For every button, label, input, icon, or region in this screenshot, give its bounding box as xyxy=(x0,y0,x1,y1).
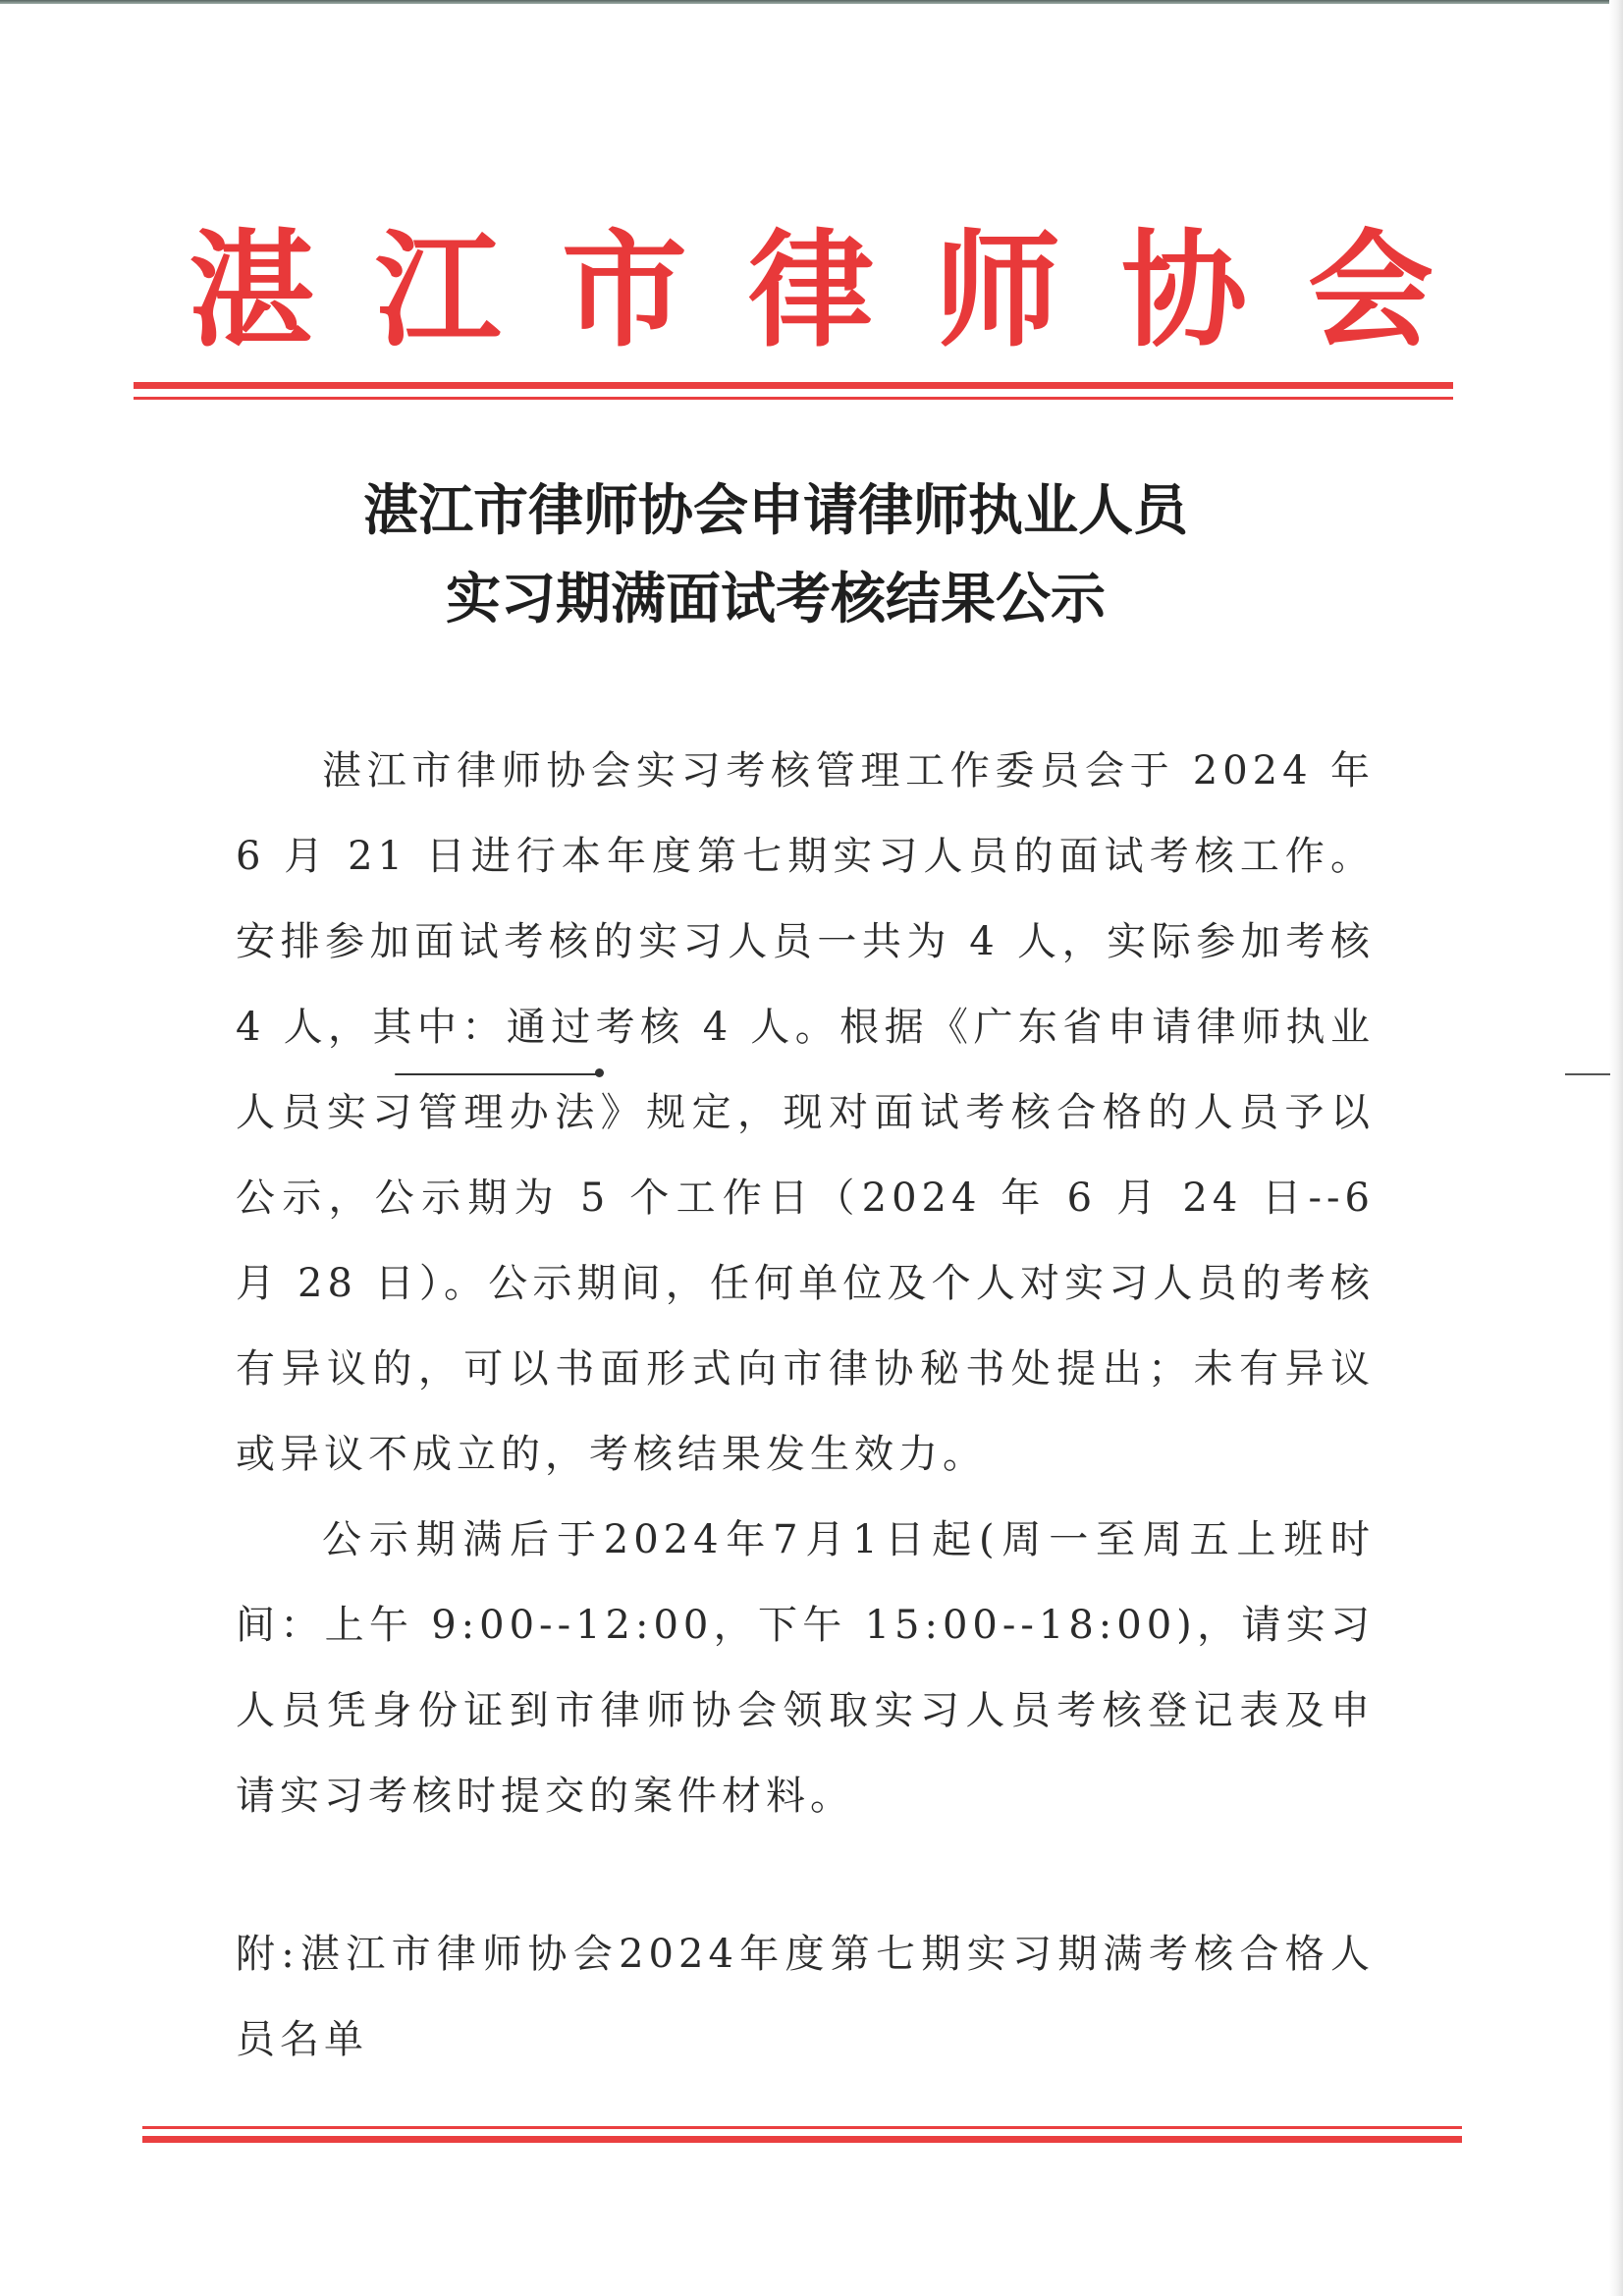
header-red-rule-thick xyxy=(134,382,1453,389)
handwritten-pen-dot xyxy=(595,1068,604,1077)
footer-red-rule-thick xyxy=(142,2136,1462,2143)
letterhead-title: 湛江市律师协会 xyxy=(189,218,1495,364)
scan-side-mark xyxy=(1565,1073,1610,1075)
notice-paragraph-2: 公示期满后于2024年7月1日起(周一至周五上班时间：上午 9:00--12:00，下午 15:00--18:00)，请实习人员凭身份证到市律师协会领取实习人员考核登记表及申请实习考核时提交的案件材料。 xyxy=(236,1517,1375,1819)
attachment-note: 附:湛江市律师协会2024年度第七期实习期满考核合格人员名单 xyxy=(236,1932,1375,2062)
footer-red-rule-thin xyxy=(142,2126,1462,2129)
document-title-line-1: 湛江市律师协会申请律师执业人员 xyxy=(363,479,1188,543)
scan-top-edge xyxy=(0,0,1623,4)
notice-body xyxy=(236,729,1375,1839)
scan-right-edge xyxy=(1609,0,1623,2296)
header-red-rule-thin xyxy=(134,397,1453,400)
document-title-line-2: 实习期满面试考核结果公示 xyxy=(446,568,1106,631)
handwritten-pen-stroke xyxy=(395,1073,601,1075)
notice-paragraph-1: 湛江市律师协会实习考核管理工作委员会于 2024 年 6 月 21 日进行本年度第七期实习人员的面试考核工作。安排参加面试考核的实习人员一共为 4 人，实际参加考核 4 人，其中：通过考核 4 人。根据《广东省申请律师执业人员实习管理办法》规定，现对面试考核合格的人员予以公示，公示期为 5 个工作日（2024 年 6 月 24 日--6 月 28 日）。公示期间，任何单位及个人对实习人员的考核有异议的，可以书面形式向市律协秘书处提出；未有异议或异议不成立的，考核结果发生效力。 xyxy=(236,748,1375,1477)
